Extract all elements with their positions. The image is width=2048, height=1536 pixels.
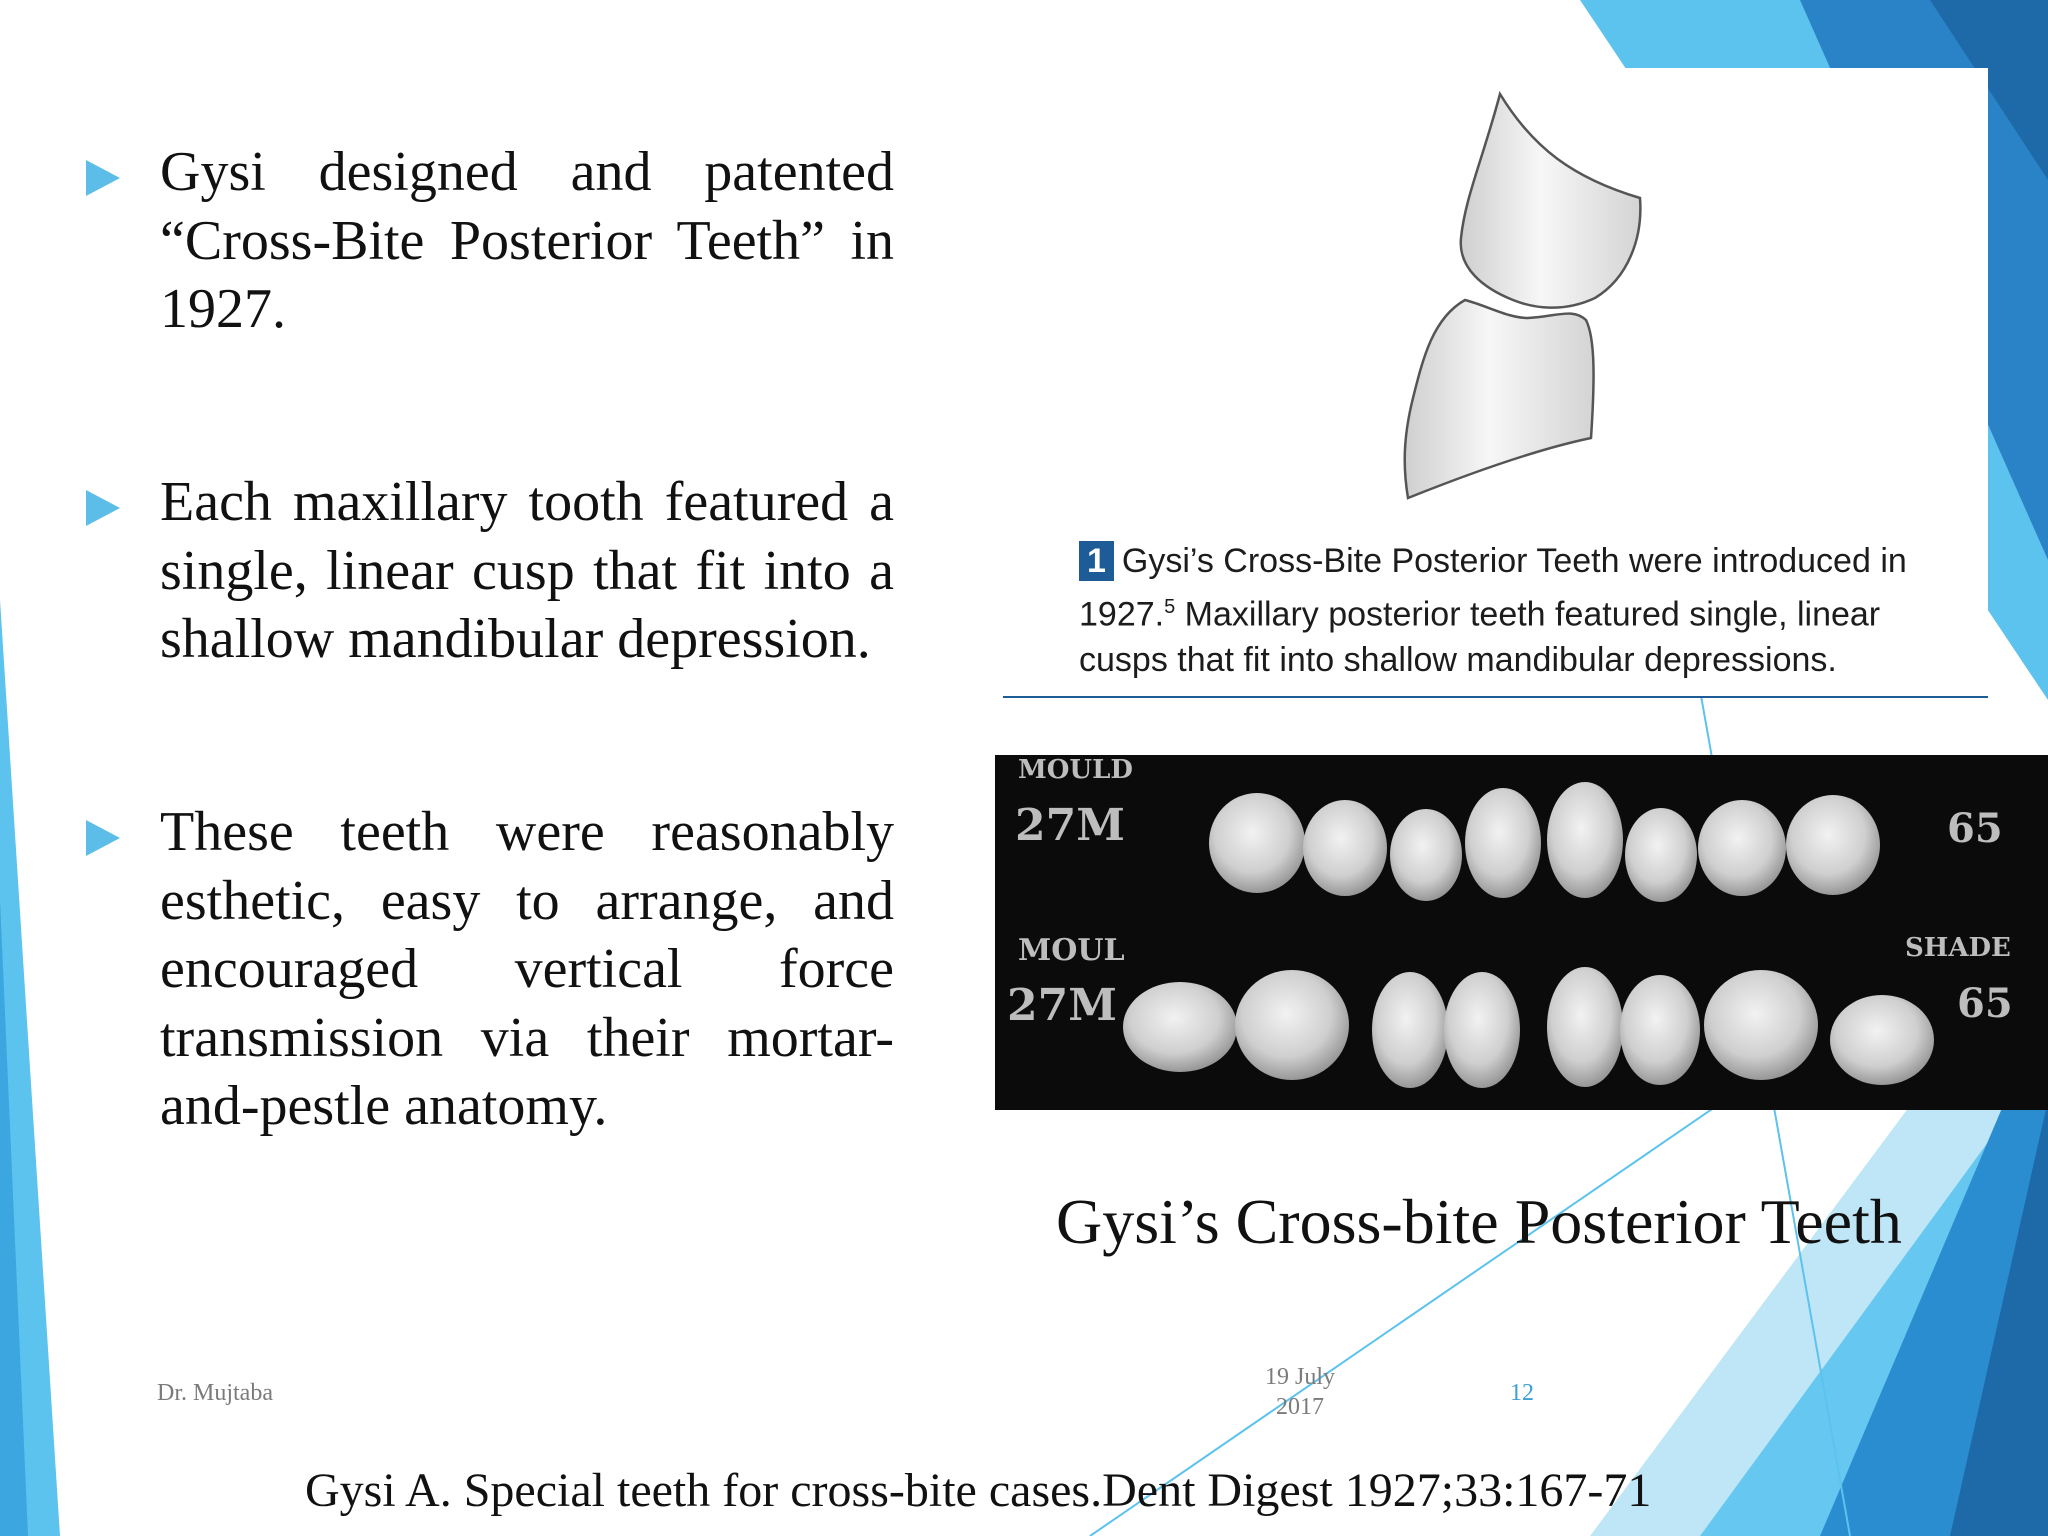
page-number: 12 — [1510, 1380, 1534, 1406]
bullet-text: These teeth were reasonably esthetic, easy to arrange, and encouraged vertical force transmission via their mortar-and-pestle anatomy. — [160, 801, 894, 1137]
mould-label-bottom: MOUL — [1018, 933, 1125, 968]
caption-line: Maxillary posterior teeth featured single, linear — [1175, 595, 1881, 634]
footer-date-line: 19 July — [1264, 1364, 1335, 1390]
teeth-photo — [995, 755, 2048, 1110]
mould-label-top: MOULD — [1018, 755, 1133, 785]
reference-citation: Gysi A. Special teeth for cross-bite cases.Dent Digest 1927;33:167-71 — [305, 1464, 1652, 1517]
footer-date-line: 2017 — [1276, 1394, 1324, 1420]
caption-superscript: 5 — [1164, 596, 1176, 618]
tooth-drawing — [1003, 68, 1988, 538]
shade-label-bottom: SHADE — [1905, 933, 2011, 963]
bullet-arrow-icon — [86, 160, 120, 196]
bullet-text: Gysi designed and patented “Cross-Bite Posterior Teeth” in 1927. — [160, 141, 894, 340]
figure-divider — [1003, 696, 1988, 698]
caption-line: cusps that fit into shallow mandibular depressions. — [1079, 641, 1837, 680]
caption-line: Gysi’s Cross-Bite Posterior Teeth were introduced in — [1121, 542, 1907, 580]
footer-date — [1255, 1362, 1345, 1422]
bullet-text: Each maxillary tooth featured a single, linear cusp that fit into a shallow mandibular depression. — [160, 471, 894, 670]
teeth-image — [995, 755, 2048, 1110]
mould-number-top: 27M — [1015, 800, 1125, 851]
caption-year: 1927. — [1079, 595, 1165, 634]
figure-panel — [1003, 68, 1988, 698]
shade-number-top: 65 — [1947, 805, 2003, 852]
footer-author: Dr. Mujtaba — [157, 1380, 273, 1406]
bullet-arrow-icon — [86, 490, 120, 526]
bullet-arrow-icon — [86, 820, 120, 856]
figure-number: 1 — [1079, 541, 1114, 581]
mould-number-bottom: 27M — [1007, 980, 1117, 1031]
figure-title: Gysi’s Cross-bite Posterior Teeth — [1056, 1186, 1902, 1257]
figure-caption — [1079, 538, 1969, 683]
shade-number-bottom: 65 — [1957, 980, 2013, 1027]
